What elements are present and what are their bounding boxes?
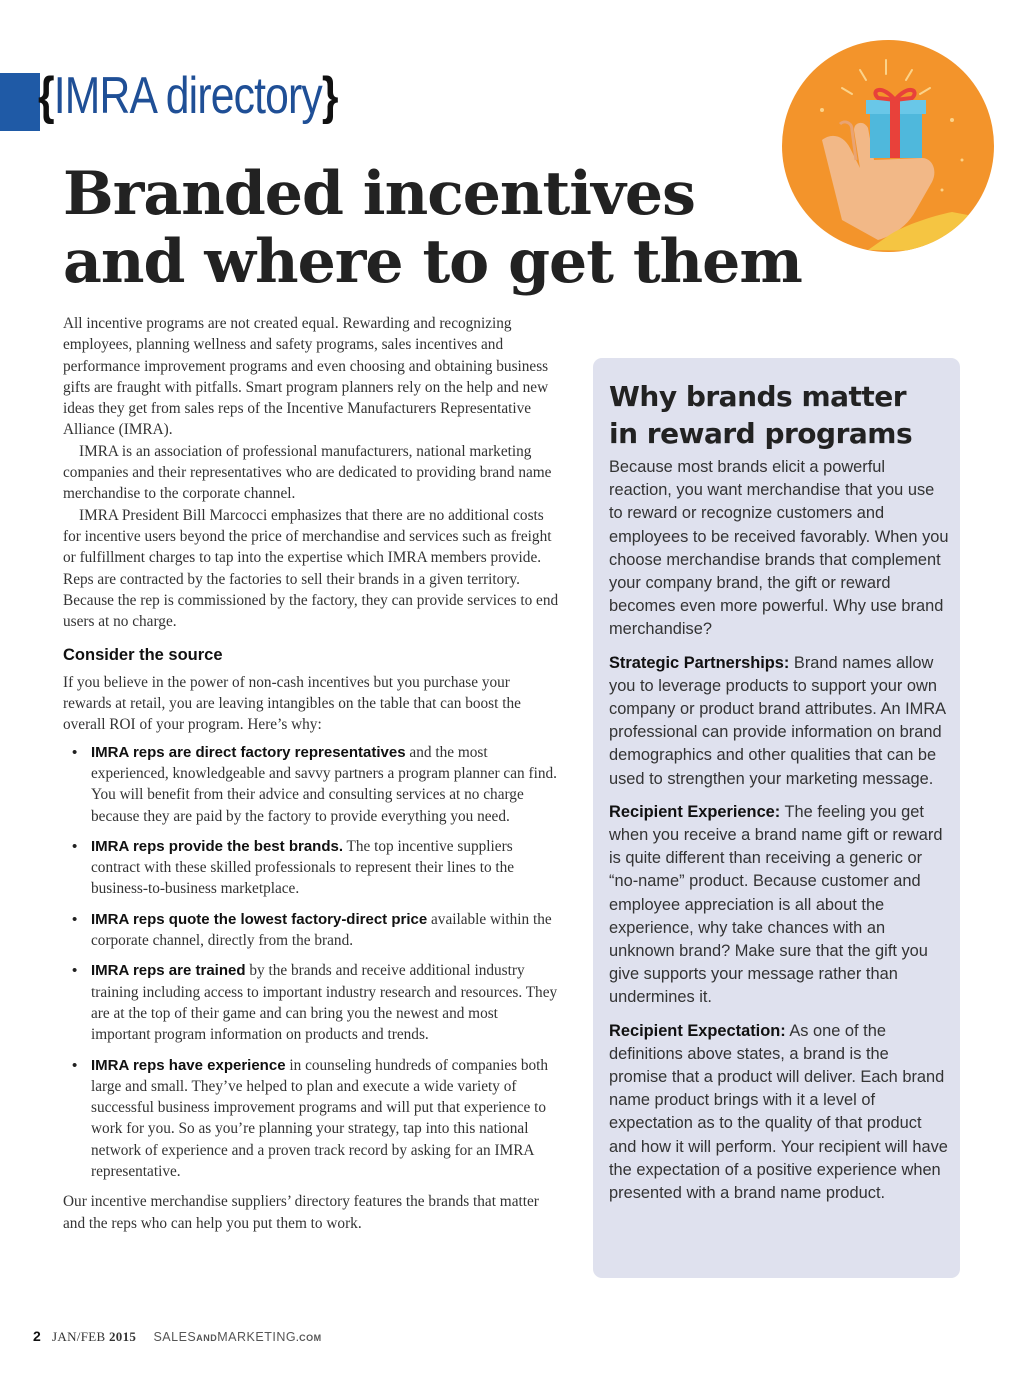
- sidebar-item: [609, 801, 949, 1010]
- publication-site: [153, 1330, 321, 1344]
- list-item-text: available within the corporate channel, directly from the brand.: [91, 910, 552, 950]
- headline-line-2: and where to get them: [63, 227, 802, 297]
- issue-date-year: 2015: [109, 1329, 137, 1344]
- list-item: [63, 836, 559, 900]
- section-label: [38, 66, 338, 126]
- sidebar-item: [609, 652, 949, 791]
- section-tab-accent: [0, 73, 40, 131]
- article-paragraph: All incentive programs are not created equal. Rewarding and recognizing employees, planning wellness and safety programs, sales incentives and performance improvement programs and even choosing and obtaining business gifts are fraught with pitfalls. Smart program planners rely on the help and new ideas they get from sales reps of the Incentive Manufacturers Representative Alliance (IMRA).: [63, 315, 549, 439]
- article-body: [63, 313, 559, 1234]
- sidebar-item-lead: Recipient Expectation:: [609, 1021, 786, 1040]
- sidebar-title-line-2: in reward programs: [609, 417, 913, 450]
- article-closing: Our incentive merchandise suppliers’ directory features the brands that matter and the reps who can help you put them to work.: [63, 1193, 539, 1232]
- list-item-text: by the brands and receive additional industry training including access to important industry research and resources. They are at the top of their game and can bring you the newest and most important program information on products and trends.: [91, 962, 558, 1044]
- bullet-icon: •: [72, 837, 78, 855]
- list-item-lead: IMRA reps provide the best brands.: [91, 837, 343, 855]
- list-item-text: The top incentive suppliers contract with these skilled professionals to represent their lines to the business-to-business marketplace.: [91, 837, 515, 898]
- bullet-icon: •: [72, 743, 78, 761]
- headline-line-1: Branded incentives: [63, 159, 695, 229]
- list-item-text: and the most experienced, knowledgeable and savvy partners a program planner can find. You will benefit from their advice and consulting services at no charge because they are paid by the factory to provide everything you need.: [91, 743, 557, 825]
- sidebar-item-text: As one of the definitions above states, a brand is the promise that a product will deliver. Each brand name product brings with it a level of expectation as to the quality of that product and how it will perform. Your recipient will have the expectation of a positive experience when presented with a brand name product.: [609, 1021, 948, 1203]
- brand-part-com: .COM: [296, 1333, 322, 1343]
- article-paragraph: IMRA is an association of professional manufacturers, national marketing companies and their representatives who are dedicated to providing brand name merchandise to the corporate channel.: [63, 442, 552, 503]
- sidebar-title-line-1: Why brands matter: [609, 380, 907, 413]
- sidebar-content: [609, 378, 949, 1215]
- page-number: 2: [33, 1328, 41, 1344]
- bullet-icon: •: [72, 962, 78, 980]
- issue-date: [52, 1329, 136, 1344]
- bullet-icon: •: [72, 1056, 78, 1074]
- brand-part-b: MARKETING: [217, 1330, 297, 1344]
- benefit-list: [63, 742, 559, 1183]
- sidebar-item-lead: Strategic Partnerships:: [609, 653, 790, 672]
- sidebar-intro: Because most brands elicit a powerful reaction, you want merchandise that you use to reward or recognize customers and employees to be received favorably. When you choose merchandise brands that complement your company brand, the gift or reward becomes even more powerful. Why use brand merchandise?: [609, 458, 949, 639]
- bracket-close: }: [321, 67, 338, 125]
- sidebar-title: [609, 378, 949, 452]
- article-subhead: Consider the source: [63, 646, 223, 665]
- list-item-lead: IMRA reps quote the lowest factory-direct price: [91, 910, 428, 928]
- article-paragraph: IMRA President Bill Marcocci emphasizes that there are no additional costs for incentive users beyond the price of merchandise and services such as freight or fulfillment charges to tap into the expertise which IMRA members provide. Reps are contracted by the factories to sell their brands in a given territory. Because the rep is commissioned by the factory, they can provide services to end users at no charge.: [63, 506, 559, 631]
- issue-date-month: JAN/FEB: [52, 1329, 109, 1344]
- brand-part-a: SALES: [153, 1330, 197, 1344]
- sidebar-item-text: Brand names allow you to leverage products to support your own company or product brand attributes. An IMRA professional can provide information on brand demographics and other qualities that can be used to strengthen your marketing message.: [609, 653, 946, 788]
- section-label-text: IMRA directory: [53, 67, 322, 125]
- sidebar-box: [593, 358, 960, 1278]
- list-item-lead: IMRA reps are direct factory representatives: [91, 743, 406, 761]
- list-item: [63, 909, 559, 952]
- article-intro: If you believe in the power of non-cash incentives but you purchase your rewards at retail, you are leaving intangibles on the table that can boost the overall ROI of your program. Here’s why:: [63, 673, 521, 734]
- sidebar-item-text: The feeling you get when you receive a brand name gift or reward is quite different than receiving a generic or “no-name” product. Because customer and employee appreciation is all about the experience, why take chances with an unknown brand? Make sure that the gift you give supports your message rather than undermines it.: [609, 802, 943, 1007]
- article-headline: [63, 160, 863, 296]
- list-item: [63, 960, 559, 1045]
- list-item: [63, 742, 559, 827]
- page-footer: [33, 1328, 322, 1345]
- list-item-lead: IMRA reps have experience: [91, 1056, 286, 1074]
- sidebar-item-lead: Recipient Experience:: [609, 802, 781, 821]
- bracket-open: {: [38, 67, 54, 125]
- gift-in-hand-icon: [782, 40, 994, 252]
- sidebar-item: [609, 1020, 949, 1206]
- list-item: [63, 1055, 559, 1183]
- list-item-lead: IMRA reps are trained: [91, 962, 246, 980]
- brand-part-and: AND: [196, 1333, 218, 1343]
- bullet-icon: •: [72, 910, 78, 928]
- list-item-text: in counseling hundreds of companies both large and small. They’ve helped to plan and execute a wide variety of successful business improvement programs and will put that experience to work for you. So as you’re planning your strategy, tap into this national network of experience and a proven track record by asking for an IMRA representative.: [91, 1056, 549, 1180]
